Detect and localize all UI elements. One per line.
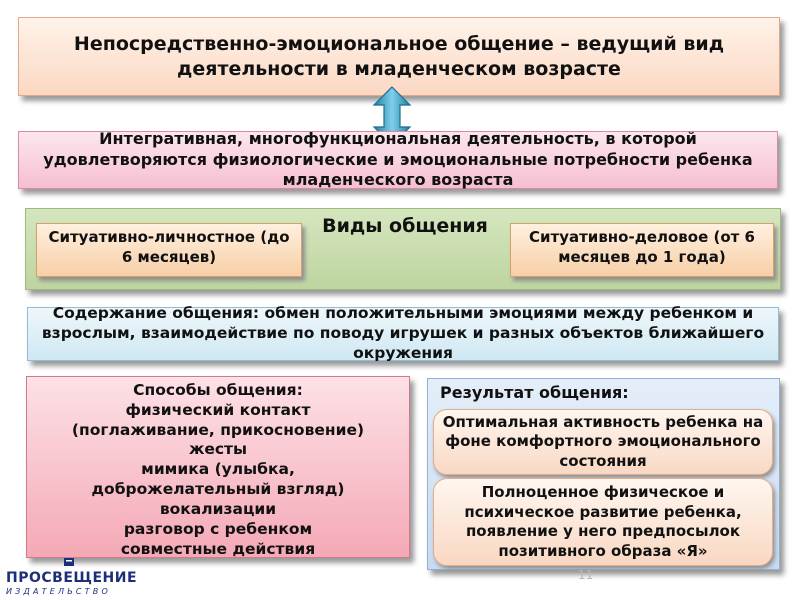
type-situational-business: Ситуативно-деловое (от 6 месяцев до 1 года) <box>510 223 774 277</box>
communication-types-title: Виды общения <box>322 215 488 237</box>
ways-line: мимика (улыбка, <box>141 460 295 479</box>
result-item: Оптимальная активность ребенка на фоне комфортного эмоционального состояния <box>433 409 773 475</box>
ways-line: Способы общения: <box>133 381 303 399</box>
communication-content-box: Содержание общения: обмен положительными эмоциями между ребенком и взрослым, взаимодействие по поводу игрушек и разных объектов ближайшего окружения <box>27 307 779 361</box>
ways-line: (поглаживание, прикосновение) <box>71 420 365 439</box>
ways-line: вокализации <box>159 499 277 518</box>
ways-line: разговор с ребенком <box>123 519 313 538</box>
communication-ways-box <box>26 376 410 558</box>
publisher-logo-icon <box>63 556 75 568</box>
integrative-activity-box: Интегративная, многофункциональная деятельность, в которой удовлетворяются физиологические и эмоциональные потребности ребенка младенческого возраста <box>18 131 778 189</box>
ways-line: доброжелательный взгляд) <box>91 480 345 499</box>
communication-result-title: Результат общения: <box>440 383 629 402</box>
type-situational-personal: Ситуативно-личностное (до 6 месяцев) <box>36 223 302 277</box>
publisher-logo: ПРОСВЕЩЕНИЕ <box>6 570 138 586</box>
ways-line: совместные действия <box>120 539 316 558</box>
title-box: Непосредственно-эмоциональное общение – ведущий вид деятельности в младенческом возрасте <box>18 17 780 96</box>
result-item: Полноценное физическое и психическое развитие ребенка, появление у него предпосылок позитивного образа «Я» <box>433 478 773 566</box>
ways-line: физический контакт <box>125 400 311 419</box>
ways-line: жесты <box>188 440 248 459</box>
page-number: 11 <box>578 568 594 582</box>
publisher-logo-subtitle: ИЗДАТЕЛЬСТВО <box>6 587 111 596</box>
